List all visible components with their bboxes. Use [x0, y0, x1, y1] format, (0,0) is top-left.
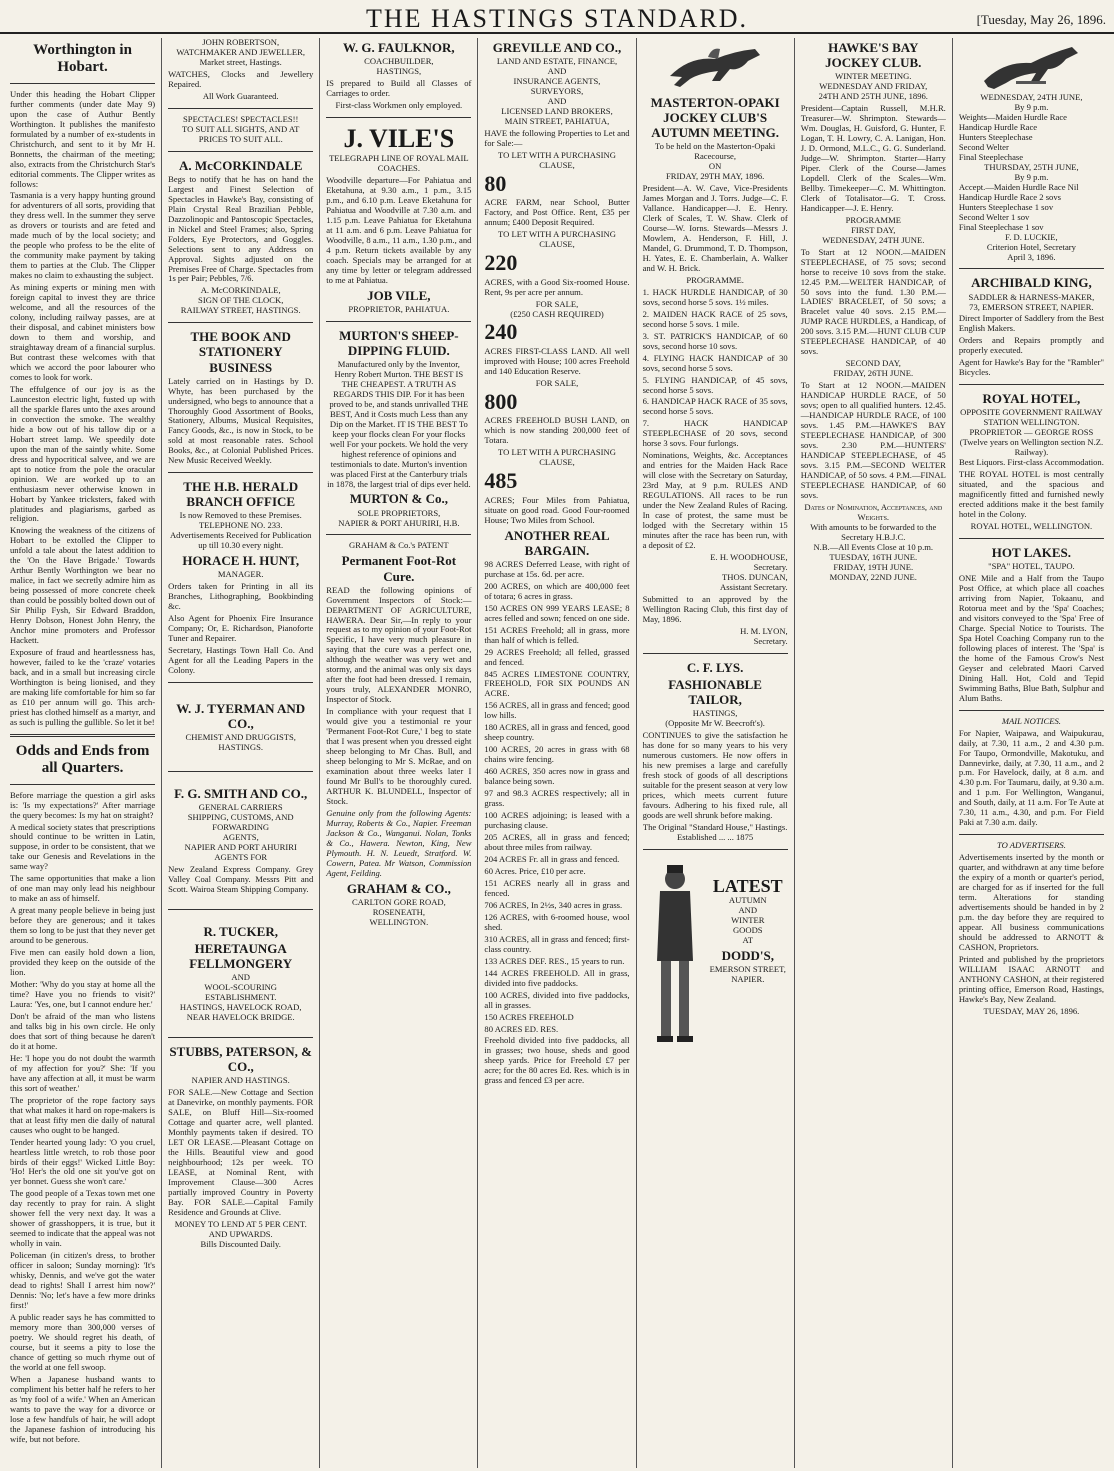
- ad-body: To Start at 12 NOON.—MAIDEN HANDICAP HURDLE RACE, of 50 sovs; open to all qualified hunters. 12.45.—HANDICAP HURDLE RACE, of 100 sovs. 1.45 P.M.—HAWKE'S BAY STEEPLECHASE HANDICAP, of 300 sovs. 2.30 P.M.—HUNTERS' HANDICAP STEEPLECHASE, of 45 sovs. 3.15 P.M.—SECOND WELTER HANDICAP, of 50 sovs. 4 P.M.—FINAL STEEPLECHASE HANDICAP, of 60 sovs.: [800, 380, 946, 500]
- ad-line: By 9 p.m.: [1014, 171, 1049, 182]
- ad-body: President—A. W. Cave, Vice-Presidents James Morgan and J. Torrs. Judge—C. F. Vallance. Handicapper—J. E. Henry. Clerk of Scales, T. W. Shaw. Clerk of Course—W. Iorns. Stewards—Messrs J. Mowlem, A. Henderson, F. Hill, J. Mandel, G. Drummond, T. D. Thompson, H. Yates, E. E. Chamberlain, A. Walker and W. H. Brick.: [642, 183, 788, 273]
- ad-line: FRIDAY, 19TH JUNE.: [833, 561, 914, 572]
- ad-line: Secretary, Hastings Town Hall Co. And Agent for all the Leading Papers in the Colony.: [168, 645, 314, 676]
- ad-body: Submitted to an approved by the Wellington Racing Club, this first day of May, 1896.: [642, 593, 788, 624]
- ad-line: WINTER MEETING.: [835, 71, 912, 82]
- list-item: 6. HANDICAP HACK RACE of 35 sovs, second horse 5 sovs.: [642, 396, 788, 417]
- ad-line: GRAHAM & CO.,: [346, 880, 451, 896]
- ad-line: Weights—Maiden Hurdle Race: [958, 111, 1067, 122]
- ad-line: SECOND DAY,: [845, 358, 901, 369]
- ad-line: JOHN ROBERTSON,: [202, 38, 280, 47]
- ad-murton-title: MURTON'S SHEEP-DIPPING FLUID.: [339, 327, 459, 358]
- ad-line: Permanent Foot-Rot Cure.: [341, 553, 457, 584]
- list-item: 100 ACRES, divided into five paddocks, all in grasses.: [484, 989, 630, 1010]
- gentleman-figure-illustration: [643, 856, 708, 1056]
- ad-line: "SPA" HOTEL, TAUPO.: [988, 561, 1075, 572]
- list-item: 460 ACRES, 350 acres now in grass and balance being sown.: [484, 766, 630, 787]
- ad-line: WEDNESDAY AND FRIDAY,: [819, 81, 928, 92]
- ad-line: DODD'S,: [721, 948, 774, 964]
- list-item: 100 ACRES, 20 acres in grass with 68 chains wire fencing.: [484, 744, 630, 765]
- paragraph: Before marriage the question a girl asks is: 'Is my expectations?' After marriage the query becomes: Is my hat on straight?: [10, 789, 156, 820]
- list-item: 150 ACRES ON 999 YEARS LEASE; 8 acres felled and sown; fenced on one side.: [484, 602, 630, 623]
- paragraph: Exposure of fraud and heartlessness has, however, failed to ke the 'craze' votaries back, and in a small but increasing circle Worthington is being lionised, and they are making life comfortable for him so far as £10 per annum will go. This arch-priest has clothed himself as a martyr, and as such is pulling the gullible. So let it be!: [10, 647, 156, 727]
- ad-line: NAPIER.: [731, 974, 765, 985]
- ad-line: RAILWAY STREET, HASTINGS.: [180, 305, 301, 316]
- ad-line: Handicap Hurdle Race 2 sovs: [958, 191, 1061, 202]
- ad-body: Nominations, Weights, &c. Acceptances and entries for the Maiden Hack Race will close with the Secretary on Saturday, 23rd May, at 9 p.m. RULES AND REGULATIONS. All races to be run under the New Zealand Rules of Racing. In case of protest, the same must be lodged with the Secretary within 15 minutes after the race has been run, with a deposit of £2.: [642, 450, 788, 551]
- columns: [4, 38, 1110, 1468]
- ad-line: F. G. SMITH AND CO.,: [174, 786, 308, 802]
- ad-line: (Opposite Mr W. Beecroft's).: [665, 717, 765, 728]
- ad-line: April 3, 1896.: [1007, 251, 1056, 262]
- ad-line: PROPRIETOR, PAHIATUA.: [348, 303, 450, 314]
- ad-line: PROPRIETOR — GEORGE ROSS: [969, 427, 1094, 438]
- ad-line: PROGRAMME.: [686, 274, 744, 285]
- ad-line: MAIN STREET, PAHIATUA,: [504, 115, 610, 126]
- ad-line: HASTINGS.: [218, 742, 264, 753]
- ad-body: READ the following opinions of Government Inspectors of Stock:— DEPARTMENT OF AGRICULTURE, HAWERA. Dear Sir,—In reply to your request as to my opinion of your Foot-Rot Specific, I have very much pleasure in saying that the cure was a perfect one, although the weather was very wet and stormy, and the animal was only six days after the foot had been dressed. I remain, yours truly, ALEXANDER MONRO, Inspector of Stock.: [326, 584, 472, 705]
- ad-vile-title: J. VILE'S: [343, 123, 455, 153]
- property-list: [484, 560, 629, 1035]
- ad-line: AND: [547, 66, 567, 77]
- list-item: 1. HACK HURDLE HANDICAP, of 30 sovs, second horse 5 sovs. 1½ miles.: [642, 286, 788, 307]
- ad-line: INSURANCE AGENTS,: [513, 76, 601, 87]
- ad-line: Orders and Repairs promptly and properly executed.: [958, 335, 1104, 356]
- list-item: 3. ST. PATRICK'S HANDICAP, of 60 sovs, second horse 10 sovs.: [642, 330, 788, 351]
- list-item: 29 ACRES Freehold; all felled, grassed and fenced.: [484, 646, 630, 667]
- ad-body: Woodville departure—For Pahiatua and Eketahuna, at 9.30 a.m., 1 p.m., 3.15 p.m., and 6.10 p.m. Leave Eketahuna for Pahiatua and Woodville at 7.30 a.m. and 1.15 p.m. Leave Pahiatua for Eketahuna at 11 a.m. and 6 p.m. Leave Pahiatua for Woodville, 8 a.m., 11 a.m., 1.30 p.m., and 4 p.m. Return tickets available by any coach. Specials may be arranged for at any time by letter or telegram addressed to me at Pahiatua.: [326, 175, 472, 285]
- newspaper-title: THE HASTINGS STANDARD.: [365, 4, 749, 33]
- paragraph: A public reader says he has committed to memory more than 300,000 verses of poetry. We should regret his death, of course, but it seems a pity to lose the chance of getting so much rhyme out of the world at one fell swoop.: [10, 1312, 156, 1372]
- imprint: Printed and published by the proprietors WILLIAM ISAAC ARNOTT and ANTHONY CASHON, at their registered printing office, Emerson Road, Hastings, Hawke's Bay, New Zealand.: [958, 953, 1104, 1004]
- list-item: 98 ACRES Deferred Lease, with right of purchase at 15s. 6d. per acre.: [484, 558, 630, 579]
- ad-body: ONE Mile and a Half from the Taupo Post Office, at which place all coaches arriving from Napier, Tokaanu, and Rotorua meet and by the 'Spa' Coaches; and visitors conveyed to the 'Spa' Free of Charge. Special Notice to Tourists. The Spa Hotel Coaching Company run to the following places of interest. The 'Spa' is the home of the Famous Crow's Nest Geyser and celebrated Maori Carved Dining Hall. Hot, Cold and Tepid Swimming Baths, Blue Bath, Sulphur and Alum Baths.: [958, 573, 1104, 703]
- ad-line: H. M. LYON,: [740, 625, 788, 636]
- ad-line: HAVE the following Properties to Let and for Sale:—: [484, 127, 630, 148]
- ad-line: WELLINGTON.: [369, 916, 429, 927]
- ad-line: Final Steeplechase 1 sov: [958, 221, 1044, 232]
- ad-line: First-class Workmen only employed.: [335, 99, 463, 110]
- ad-line: W. G. FAULKNOR,: [343, 40, 455, 55]
- ad-line: WOOL-SCOURING ESTABLISHMENT.: [204, 982, 277, 1003]
- ad-line: WEDNESDAY, 24TH JUNE,: [980, 92, 1083, 102]
- section-heading-mail-notices: MAIL NOTICES.: [1001, 715, 1061, 726]
- ad-line: MANAGER.: [217, 569, 264, 580]
- ad-line: Also Agent for Phoenix Fire Insurance Company; Or, E. Richardson, Pianoforte Tuner and Repairer.: [168, 613, 314, 644]
- ad-line: Second Welter: [958, 141, 1009, 152]
- ad-line: Bills Discounted Daily.: [200, 1238, 281, 1249]
- ad-body: Advertisements inserted by the month or quarter, and withdrawn at any time before the expiry of a month or quarter's period, are charged for as if inserted for the full term. Alterations for standing advertisements should be handed in by 2 p.m. the day before they are required to appear. All business communications should be addressed to ARNOTT & CASHON, Proprietors.: [958, 852, 1104, 952]
- paragraph: Five men can easily hold down a lion, provided they keep on the outside of the lion.: [10, 947, 156, 978]
- ad-line: Hunters Steeplechase 1 sov: [958, 201, 1054, 212]
- ad-line: (Twelve years on Wellington section N.Z. Railway).: [959, 437, 1104, 458]
- list-item: 126 ACRES, with 6-roomed house, wool shed.: [484, 911, 630, 932]
- ad-line: WATCHMAKER AND JEWELLER,: [176, 46, 306, 57]
- ad-line: TO LET WITH A PURCHASING CLAUSE,: [498, 447, 616, 468]
- ad-line: CHEMIST AND DRUGGISTS,: [185, 732, 296, 743]
- ad-line: WINTER: [731, 915, 765, 926]
- list-item: 310 ACRES, all in grass and fenced; first-class country.: [484, 933, 630, 954]
- ad-line: GOODS: [732, 925, 763, 936]
- ad-line: With amounts to be forwarded to the Secretary H.B.J.C.: [810, 521, 937, 542]
- ad-line: W. J. TYERMAN AND CO.,: [176, 701, 306, 732]
- ad-line: JOB VILE,: [367, 287, 431, 303]
- ad-line: GREVILLE AND CO.,: [492, 40, 622, 55]
- ad-line: Handicap Hurdle Race: [958, 121, 1038, 132]
- list-item: 133 ACRES DEF. RES., 15 years to run.: [484, 955, 625, 966]
- ad-line: GENERAL CARRIERS: [198, 802, 283, 813]
- list-item: 144 ACRES FREEHOLD. All in grass, divided into five paddocks.: [484, 967, 630, 988]
- ad-line: SOLE PROPRIETORS,: [357, 507, 441, 518]
- ad-line: Is now Removed to these Premises.: [179, 510, 302, 521]
- ad-line: OPPOSITE GOVERNMENT RAILWAY STATION WELLINGTON.: [960, 407, 1103, 428]
- ad-body: Manufactured only by the Inventor, Henry Robert Murton. THE BEST IS THE CHEAPEST. A TRUTH AS REGARDS THIS DIP. For it has been proved to be, and stands unrivalled THE BEST, And it Costs much Less than any Dip on the Market. IT IS THE BEST To keep your flocks clean For your flocks well For your pockets. We hold the very highest reference of opinions and testimonials to date. Murton's invention was placed First at the Canterbury trials in 1878, the largest trial of dips ever held.: [327, 358, 471, 489]
- ad-line: CARLTON GORE ROAD, ROSENEATH,: [351, 896, 446, 917]
- ad-line: Secretary.: [753, 635, 788, 646]
- ad-line: 24TH AND 25TH JUNE, 1896.: [818, 91, 928, 102]
- ad-line: WATCHES, Clocks and Jewellery Repaired.: [168, 68, 314, 89]
- paragraph: When a Japanese husband wants to compliment his better half he refers to her as 'my fool of a wife.' When an American wants to pave the way for a divorce or lose a few handfuls of hair, he will adopt the Japanese fashion of introducing his wife, but not before.: [10, 1373, 156, 1444]
- ad-line: New Zealand Express Company. Grey Valley Coal Company. Messrs Pitt and Scott. Wairoa Steam Shipping Company.: [168, 864, 314, 895]
- ad-line: THURSDAY, 25TH JUNE,: [984, 161, 1079, 172]
- paragraph: Under this heading the Hobart Clipper further comments (under date May 9) upon the case of Authur Bently Worthington. It publishes the manifesto formulated by a number of ex-students in Christchurch, and sent to it by Mr H. Bonnetts, the chairman of the meeting; also, extracts from the Christchurch Star's editorial comments. The Clipper writes as follows:: [10, 88, 156, 189]
- ad-line: MONEY TO LEND AT 5 PER CENT. AND UPWARDS.: [174, 1218, 307, 1239]
- list-item: 845 ACRES LIMESTONE COUNTRY, FREEHOLD, FOR SIX POUNDS AN ACRE.: [484, 668, 630, 699]
- ad-line: NAPIER AND PORT AHURIRI: [184, 842, 297, 853]
- paragraph: Policeman (in citizen's dress, to brother officer in saloon; Sunday morning): 'It's whisky, Dennis, and we've got the water dead to rights! Shall I arrest him now?' Dennis: 'No; let's have a few more drinks first!': [10, 1250, 156, 1311]
- list-item: 4. FLYING HACK HANDICAP of 30 sovs, second horse 5 sovs.: [642, 352, 788, 373]
- column-5: [637, 38, 795, 1468]
- ad-body: President—Captain Russell, M.H.R. Treasurer—W. Shrimpton. Stewards—Wm. Douglas, H. Guisford, G. Hunter, F. Logan, T. H. Lowry, C. A. Lanigan, Hon. J. D. Ormond, M.L.C., G. G. Sunderland. Judge—W. Shrimpton. Starter—Harry Piper. Clerk of the Course—James Lopdell. Clerk of the Scales—Wm. Bellby. Timekeeper—C. M. Whittington. Clerk of Totalisator—G. T. Cross. Handicapper—J. E. Henry.: [800, 103, 946, 213]
- ad-line: THE H.B. HERALD BRANCH OFFICE: [183, 479, 299, 510]
- issue-date: [Tuesday, May 26, 1896.: [976, 12, 1106, 27]
- paragraph: The good people of a Texas town met one day recently to pray for rain. A slight shower fell the very next day. It was a shower of grasshoppers, it is true, but it seemed to indicate that the appeal was not wholly in vain.: [10, 1188, 156, 1249]
- ad-line: A. McCORKINDALE,: [200, 285, 281, 296]
- paragraph: The proprietor of the rope factory says that what makes it hard on rope-makers is that at least fifty men die daily of natural causes who ought to be hanged.: [10, 1094, 156, 1135]
- ad-line: FRIDAY, 26TH JUNE.: [833, 368, 914, 379]
- list-item: 706 ACRES, In 2½s, 340 acres in grass.: [484, 899, 623, 910]
- ad-line: Hunters Steeplechase: [958, 131, 1033, 142]
- imprint-date: TUESDAY, MAY 26, 1896.: [983, 1005, 1080, 1016]
- list-item: 205 ACRES, all in grass and fenced; about three miles from railway.: [484, 832, 630, 852]
- ad-line: Accept.—Maiden Hurdle Race Nil: [958, 181, 1079, 192]
- ad-line: TELEGRAPH LINE OF ROYAL MAIL COACHES.: [329, 153, 469, 174]
- ad-line: F. D. LUCKIE,: [1005, 231, 1058, 242]
- column-2: [162, 38, 320, 1468]
- headline-odds-ends: Odds and Ends from all Quarters.: [15, 742, 150, 777]
- ad-line: MURTON & Co.,: [349, 491, 448, 507]
- ad-body: Lately carried on in Hastings by D. Whyte, has been purchased by the undersigned, who begs to announce that a Thoroughly Good Assortment of Books, Stationery, Albums, Musical Requisites, Fancy Goods, &c., is now in Stock, to be sold at most reasonable rates. School Books, &c., at Colonial Published Prices. New Music Received Weekly.: [168, 375, 314, 466]
- ad-line: Advertisements Received for Publication up till 10.30 every night.: [169, 530, 312, 551]
- ad-line: ROYAL HOTEL, WELLINGTON.: [970, 521, 1093, 532]
- ad-line: R. TUCKER,: [203, 924, 278, 939]
- ad-body: For Napier, Waipawa, and Waipukurau, daily, at 7.30, 11 a.m., 2 and 4.30 p.m. For Taupo, Ormondville, Makotuku, and Dannevirke, daily, at 7.30, 11 a.m., and 2 p.m. For Havelock, daily, at 8 a.m. and 4.30 p.m. For Taumaru, daily, at 9.30 a.m. and 1 p.m. For Wellington, Wanganui, and South, daily, at 11 a.m. For Te Aute at 7.30, 11 a.m., 4.30, and p.m. For Field Paki at 7.30 a.m. daily.: [958, 727, 1104, 828]
- list-item: 100 ACRES adjoining; is leased with a purchasing clause.: [484, 810, 630, 831]
- ad-line: ACRES, with a Good Six-roomed House. Rent, 9s per acre per annum.: [484, 276, 630, 297]
- ad-line: The Original "Standard House," Hastings.: [642, 821, 788, 832]
- ad-body: CONTINUES to give the satisfaction he has done for so many years to his very numerous customers. He now offers in his new premises a large and carefully fresh stock of goods of all descriptions suitable for the present season at very low prices, which meets current future favours. Adhering to his fixed rule, all goods are well shrunk before making.: [642, 729, 788, 820]
- ad-line: Final Steeplechase: [958, 151, 1024, 162]
- list-item: 60 Acres. Price, £10 per acre.: [484, 865, 586, 876]
- ad-line: IS prepared to Build all Classes of Carriages to order.: [326, 78, 472, 98]
- ad-line: AT: [742, 935, 754, 946]
- ad-line: Agent for Hawke's Bay for the "Rambler" Bicycles.: [958, 357, 1104, 378]
- ad-line: TO LET WITH A PURCHASING CLAUSE,: [498, 229, 616, 250]
- ad-line: To be held on the Masterton-Opaki Racecourse,: [654, 141, 776, 162]
- ad-line: FASHIONABLE TAILOR,: [668, 676, 762, 707]
- list-item: 150 ACRES FREEHOLD: [484, 1011, 574, 1022]
- column-4: [478, 38, 636, 1468]
- ad-body: FOR SALE.—New Cottage and Section at Danevirke, on monthly payments. FOR SALE, on Bluff Hill—Six-roomed Cottage and quarter acre, well planted. Monthly payments taken if desired. TO LET OR LEASE.—Pleasant Cottage on the Hills. Beautiful view and good neighbourhood; 12s per week. TO LEASE, at Nominal Rent, with Improvement Clause—300 Acres partially improved Country in Poverty Bay. FOR SALE.—Capital Family Residence and Grounds at Clive.: [168, 1087, 314, 1217]
- ad-line: COACHBUILDER,: [364, 56, 434, 67]
- ad-line: AUTUMN: [728, 895, 767, 906]
- ad-line: ARCHIBALD KING,: [971, 275, 1092, 291]
- ad-line: HERETAUNGA FELLMONGERY: [189, 941, 293, 972]
- ad-line: FOR SALE,: [535, 298, 579, 309]
- paragraph: Knowing the weakness of the citizens of Hobart to be extolled the Clipper to unfold a tale about the latest addition to the 'On the Have Brigade.' Towards Arthur Bently Worthington we bear no malice, in fact we secretly admire him as being possessed of more concrete cheek than could be possibly bolted down out of Sir Philip Fysh, Sir Edward Braddon, Henry Dobson, Honest John Henry, the Anchor mine promoters and Professor Hackett.: [10, 525, 156, 646]
- ad-line: Assistant Secretary.: [720, 581, 788, 592]
- column-1: [4, 38, 162, 1468]
- ad-line: SPECTACLES! SPECTACLES!!: [183, 113, 299, 124]
- ad-line: SIGN OF THE CLOCK,: [198, 295, 284, 306]
- section-heading-advertisers: TO ADVERTISERS.: [996, 840, 1066, 851]
- paragraph: Don't be afraid of the man who listens and talks big in his own circle. He only does that sort of thing because he daren't do it at home.: [10, 1010, 156, 1051]
- ad-line: 73, EMERSON STREET, NAPIER.: [969, 301, 1094, 312]
- ad-line: ANOTHER REAL BARGAIN.: [504, 527, 610, 558]
- ad-body: Freehold divided into five paddocks, all in grasses; two house, sheds and good sheep yards. Price for Freehold £7 per acre; for the 80 acres Ed. Res. which is in grass and fenced £3 per acre.: [484, 1035, 630, 1086]
- paragraph: He: 'I hope you do not doubt the warmth of my affection for you?' She: 'If you have any affection at all, it must be warm this sort of weather.': [10, 1052, 156, 1093]
- ad-line: Established ... ... 1875: [677, 831, 754, 842]
- ad-line: (£250 CASH REQUIRED): [510, 308, 604, 319]
- ad-line: TELEPHONE NO. 233.: [198, 520, 283, 531]
- acreage-number: 80: [484, 170, 507, 196]
- list-item: 7. HACK HANDICAP STEEPLECHASE of 20 sovs, second horse 3 sovs. Four furlongs.: [642, 418, 788, 449]
- ad-line: LICENSED LAND BROKERS,: [501, 105, 613, 116]
- list-item: 204 ACRES Fr. all in grass and fenced.: [484, 853, 620, 864]
- ad-line: HOT LAKES.: [991, 545, 1072, 560]
- ad-line: By 9 p.m.: [1014, 101, 1049, 112]
- ad-line: FRIDAY, 29TH MAY, 1896.: [665, 171, 765, 182]
- ad-line: All Work Guaranteed.: [202, 90, 279, 101]
- headline-worthington: Worthington in Hobart.: [33, 42, 132, 76]
- ad-line: Secretary.: [753, 561, 788, 572]
- ad-line: AGENTS,: [222, 832, 259, 843]
- ad-line: N.B.—All Events Close at 10 p.m.: [813, 541, 934, 552]
- paragraph: The same opportunities that make a lion of one man may only lead his neighbour to make an ass of himself.: [10, 873, 156, 904]
- ad-line: AND: [231, 972, 251, 983]
- paragraph: Tender hearted young lady: 'O you cruel, heartless little wretch, to rob those poor birds of their eggs!' Wicked Little Boy: 'Ho! Her's the old one sit you've got on yer bonnet. Guess she won't care.': [10, 1136, 156, 1187]
- ad-line: WEDNESDAY, 24TH JUNE.: [822, 234, 925, 245]
- ad-line: HORACE H. HUNT,: [182, 553, 300, 569]
- paragraph: Tasmania is a very happy hunting ground for adventurers of all sorts, providing that they dress well. In the summer they serve as drovers or tourists and are feted and made much of by the local society; and the people who profess to be the elite of the community make payment by taking them to parties at the Club. The Clipper makes no claim to exhausting the subject.: [10, 190, 156, 281]
- ad-line: ROYAL HOTEL,: [982, 391, 1081, 407]
- ad-line: ACRE FARM, near School, Butter Factory, and Post Office. Rent, £35 per annum; £400 Deposit Required.: [484, 197, 630, 228]
- list-item: 80 ACRES ED. RES.: [484, 1023, 559, 1034]
- ad-line: SURVEYORS,: [530, 85, 584, 96]
- ad-line: Second Welter 1 sov: [958, 211, 1030, 222]
- list-item: 2. MAIDEN HACK RACE of 25 sovs, second horse 5 sovs. 1 mile.: [642, 308, 788, 329]
- ad-line: ACRES; Four Miles from Pahiatua, situate on good road. Good Four-roomed House; Two Miles from School.: [484, 494, 630, 525]
- ad-body: Begs to notify that he has on hand the Largest and Finest Selection of Spectacles in Hawke's Bay, consisting of Plain Crystal Real Brazilian Pebble, Dazzolinopic and Pantoscopic Spectacles, in Nickel and Steel Frames; also, Spring Folders, Eye Protectors, and Goggles. Selections sent to any Address on Approval. Sights adjusted on the Premises Free of Charge. Spectacles from 1s per Pair; Pebbles, 7/6.: [168, 173, 314, 284]
- ad-line: Dates of Nomination, Acceptances, and Weights.: [804, 501, 943, 522]
- ad-line: AND: [738, 905, 758, 916]
- ad-line: SHIPPING, CUSTOMS, AND FORWARDING: [187, 812, 294, 833]
- ad-robertson: [168, 38, 313, 145]
- ad-line: Best Liquors. First-class Accommodation.: [958, 457, 1104, 468]
- ad-line: TUESDAY, 16TH JUNE.: [829, 551, 918, 562]
- ad-line: Market street, Hastings.: [199, 56, 282, 67]
- ad-body: Genuine only from the following Agents: Murray, Roberts & Co., Napier. Freeman Jackson & Co., Wanganui. Nolan, Tonks & Co., Hawera. Newton, King, New Plymouth. H. N. Leuedt, Stratford. W. Cowern, Patea. Mr Watson, Commission Agent, Feilding.: [326, 807, 472, 878]
- ad-line: LATEST: [712, 875, 783, 896]
- ad-body: THE ROYAL HOTEL is most centrally situated, and the spacious and magnificently fitted and furnished newly erected additions make it the best family hotel in the Colony.: [958, 469, 1104, 520]
- paragraph: Mother: 'Why do you stay at home all the time? Have you no friends to visit?' Laura: 'Yes, one, but I cannot endure her.': [10, 979, 156, 1009]
- column-3: [320, 38, 478, 1468]
- list-item: 200 ACRES, on which are 400,000 feet of totara; 6 acres in grass.: [484, 580, 630, 601]
- ad-line: TO SUIT ALL SIGHTS, AND AT PRICES TO SUIT ALL.: [182, 123, 300, 144]
- ad-line: GRAHAM & Co.'s PATENT: [349, 540, 449, 551]
- ad-line: Direct Importer of Saddlery from the Best English Makers.: [958, 313, 1104, 334]
- ad-mccorkindale-title: A. McCORKINDALE: [178, 157, 303, 173]
- ad-line: ON: [708, 161, 722, 172]
- ad-line: FOR SALE,: [535, 377, 579, 388]
- ad-line: HAWKE'S BAY JOCKEY CLUB.: [825, 40, 922, 71]
- column-6: [795, 38, 953, 1468]
- acreage-number: 220: [484, 250, 518, 276]
- list-item: 5. FLYING HANDICAP, of 45 sovs, second horse 5 sovs.: [642, 374, 788, 395]
- ad-line: MONDAY, 22ND JUNE.: [829, 571, 917, 582]
- racehorse-jumping-illustration: [959, 38, 1104, 93]
- list-item: 97 and 98.3 ACRES respectively; all in grass.: [484, 788, 630, 809]
- ad-line: C. F. LYS.: [686, 659, 744, 675]
- list-item: 151 ACRES Freehold; all in grass, more than half of which is felled.: [484, 624, 630, 645]
- ad-line: ACRES FIRST-CLASS LAND. All well improved with House; 100 acres Freehold and 140 Education Reserve.: [484, 346, 630, 376]
- acreage-number: 485: [484, 468, 518, 494]
- ad-body: In compliance with your request that I would give you a testimonial re your 'Permanent Foot-Rot Cure,' I beg to state that I was present when you dressed eight sheep belonging to Mr Chas. Bull, and sheep belonging to Mr S. McRae, and on examination about three weeks later I found Mr Bull's to be thoroughly cured. ARTHUR K. BLUNDELL, Inspector of Stock.: [326, 706, 472, 806]
- ad-line: HASTINGS,: [692, 707, 738, 718]
- ad-line: PROGRAMME: [845, 214, 901, 225]
- masthead: [0, 0, 1114, 34]
- ad-line: AND: [547, 95, 567, 106]
- paragraph: The effulgence of our joy is as the Launceston electric light, fusted up with all the sparkle flares unto the axes around in convection the smoke. The wealthy hide a bow out of his tallow dip or a Hobart street lamp. We speedily dote upon the man of the saintly white. Some dress and hypocritical salvee, and we are apt to notice from the pole the oracular opinion. We are worked up to an enthusiasm never otherwise known in Hobart by Yankee tricksters, faked with platitudes and plagiarisms, garbed as religion.: [10, 383, 156, 524]
- ad-line: TO LET WITH A PURCHASING CLAUSE,: [498, 149, 616, 170]
- ad-line: EMERSON STREET,: [709, 964, 786, 975]
- ad-book-title: THE BOOK AND STATIONERY BUSINESS: [190, 329, 291, 375]
- list-item: 180 ACRES, all in grass and fenced, good sheep country.: [484, 722, 630, 743]
- ad-line: SADDLER & HARNESS-MAKER,: [968, 291, 1095, 302]
- list-item: 151 ACRES nearly all in grass and fenced.: [484, 877, 630, 898]
- paragraph: As mining experts or mining men with foreign capital to invest they are thrice welcome, and all the resources of the colony, including railway passes, are at their disposal, and cabinet ministers bow down to them and worship, and straightaway dream of a financial surplus. But contrast these welcomes with that which we accord the poor labourer who comes to look for work.: [10, 282, 156, 382]
- ad-body: To Start at 12 NOON.—MAIDEN STEEPLECHASE, of 75 sovs; second horse to receive 10 sovs from the stake. 12.45 P.M.—WELTER HANDICAP, of 50 sovs into the fund. 1.30 P.M.—LADIES' BRACELET, of 50 sovs; a Bracelet value 40 sovs. 2.15 P.M.—JUMP RACE HURDLES, a Handicap, of 200 sovs. 3.15 P.M.—HUNT CLUB CUP STEEPLECHASE HANDICAP, of 40 sovs.: [800, 246, 946, 357]
- paragraph: A medical society states that prescriptions should continue to be written in Latin, suppose, in order to be consistent, that we take our Genesis and Revelations in the same way?: [10, 821, 156, 872]
- ad-line: NAPIER & PORT AHURIRI, H.B.: [338, 517, 460, 528]
- ad-line: ACRES FREEHOLD BUSH LAND, on which is now standing 200,000 feet of Totara.: [484, 415, 630, 446]
- ad-line: LAND AND ESTATE, FINANCE,: [496, 56, 618, 67]
- acreage-number: 800: [484, 388, 518, 414]
- paragraph: A great many people believe in being just before they are generous; and it takes them so long to be just that they never get around to be generous.: [10, 905, 156, 946]
- racehorse-illustration: [643, 38, 788, 93]
- ad-line: STUBBS, PATERSON, & CO.,: [169, 1044, 312, 1075]
- column-7: [953, 38, 1110, 1468]
- ad-line: MASTERTON-OPAKI JOCKEY CLUB'S AUTUMN MEETING.: [650, 95, 780, 141]
- ad-line: AGENTS FOR: [214, 852, 268, 863]
- ad-line: HASTINGS,: [376, 66, 422, 77]
- ad-line: THOS. DUNCAN,: [722, 571, 788, 582]
- list-item: 156 ACRES, all in grass and fenced; good low hills.: [484, 700, 630, 721]
- acreage-number: 240: [484, 319, 518, 345]
- ad-line: FIRST DAY,: [851, 224, 896, 235]
- ad-line: E. H. WOODHOUSE,: [710, 552, 788, 563]
- ad-line: NAPIER AND HASTINGS.: [191, 1075, 290, 1086]
- ad-line: Criterion Hotel, Secretary: [986, 241, 1076, 252]
- ad-line: HASTINGS, HAVELOCK ROAD, NEAR HAVELOCK BRIDGE.: [179, 1002, 302, 1023]
- ad-line: Orders taken for Printing in all its Branches, Lithographing, Bookbinding &c.: [168, 581, 314, 612]
